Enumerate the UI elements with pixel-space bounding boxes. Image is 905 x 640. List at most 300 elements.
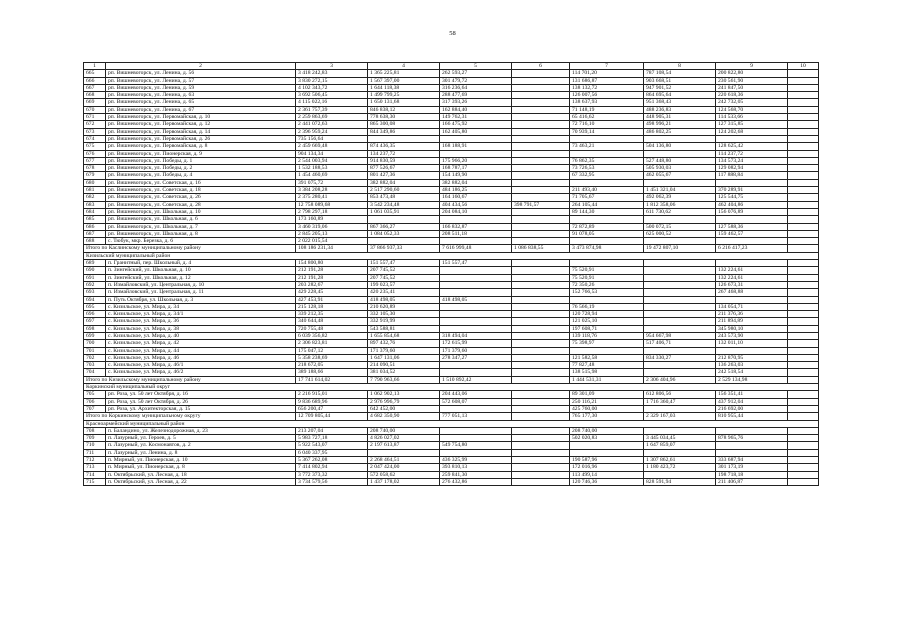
amount-cell: 1 716 360,47 [644,398,716,405]
amount-cell: 462 055,67 [644,172,716,179]
amount-cell: 436 325,99 [440,457,512,464]
amount-cell: 3 772 373,32 [296,471,368,478]
amount-cell: 288 477,69 [440,92,512,99]
amount-cell: 198 718,18 [716,471,788,478]
row-number: 670 [84,106,106,113]
amount-cell: 2 216 915,01 [296,391,368,398]
column-number: 4 [368,63,440,70]
amount-cell: 12 758 089,68 [296,201,368,208]
amount-cell [644,267,716,274]
amount-cell: 437 912,04 [716,398,788,405]
amount-cell [788,464,819,471]
amount-cell [644,311,716,318]
address-cell: с. Кизильское, ул. Мира, д. 34 [106,303,296,310]
amount-cell [512,187,570,194]
address-cell: с. Кизильское, ул. Мира, д. 34/1 [106,311,296,318]
amount-cell: 175 047,12 [296,347,368,354]
subtotal-value [512,376,570,383]
amount-cell: 208 740,00 [368,427,440,434]
amount-cell [570,347,644,354]
amount-cell: 162 405,80 [440,128,512,135]
amount-cell [440,318,512,325]
table-row [84,471,819,478]
amount-cell: 404 434,56 [440,201,512,208]
amount-cell [788,289,819,296]
address-cell: рп. Вишневогорск, ул. Ленина, д. 65 [106,99,296,106]
amount-cell [788,157,819,164]
row-number: 695 [84,303,106,310]
amount-cell: 3 445 034,45 [644,435,716,442]
row-number: 713 [84,464,106,471]
table-row [84,281,819,288]
address-cell: рп. Вишневогорск, ул. Первомайская, д. 8 [106,143,296,150]
amount-cell [440,281,512,288]
amount-cell: 151 557,47 [368,260,440,267]
row-number: 698 [84,325,106,332]
amount-cell [788,340,819,347]
table-row [84,303,819,310]
amount-cell: 5 922 543,07 [296,442,368,449]
amount-cell: 2 022 015,54 [296,238,368,245]
amount-cell: 1 647 131,06 [368,354,440,361]
amount-cell [644,347,716,354]
address-cell: п. Измайловский, ул. Центральная, д. 11 [106,289,296,296]
amount-cell [644,369,716,376]
amount-cell: 134 054,71 [716,303,788,310]
amount-cell [788,281,819,288]
table-row [84,179,819,186]
amount-cell [512,442,570,449]
row-number: 692 [84,281,106,288]
amount-cell [512,274,570,281]
amount-cell: 208 740,00 [570,427,644,434]
amount-cell: 278 347,27 [440,354,512,361]
row-number: 682 [84,194,106,201]
row-number: 667 [84,84,106,91]
amount-cell: 218 672,05 [296,362,368,369]
amount-cell: 72 350,26 [570,281,644,288]
amount-cell: 778 638,30 [368,114,440,121]
amount-cell: 168 787,17 [440,165,512,172]
amount-cell [788,179,819,186]
amount-cell [512,398,570,405]
amount-cell: 138 132,72 [570,84,644,91]
row-number: 690 [84,267,106,274]
amount-cell [512,114,570,121]
amount-cell: 120 728,94 [570,311,644,318]
amount-cell: 656 200,47 [296,405,368,412]
amount-cell [570,150,644,157]
table-row [84,238,819,245]
amount-cell: 2 441 072,63 [296,121,368,128]
amount-cell: 3 830 272,15 [296,77,368,84]
amount-cell: 250 116,21 [570,398,644,405]
row-number: 680 [84,179,106,186]
amount-cell [512,296,570,303]
amount-cell: 72 716,10 [570,121,644,128]
table-row [84,274,819,281]
amount-cell: 5 983 727,18 [296,435,368,442]
table-row [84,77,819,84]
row-number: 705 [84,391,106,398]
address-cell: рп. Роза, ул. 50 лет Октября, д. 16 [106,391,296,398]
table-row [84,84,819,91]
address-cell: п. Путь Октября, ул. Школьная, д. 3 [106,296,296,303]
amount-cell: 154 149,90 [440,172,512,179]
amount-cell: 152 766,53 [570,289,644,296]
amount-cell: 903 668,51 [644,77,716,84]
amount-cell: 166 832,87 [440,223,512,230]
amount-cell: 427 453,91 [296,296,368,303]
address-cell: рп. Вишневогорск, ул. Первомайская, д. 12 [106,121,296,128]
amount-cell: 3 460 319,06 [296,223,368,230]
subtotal-label: Итого по Коркинскому муниципальному округу [84,413,296,420]
row-number: 669 [84,99,106,106]
table-row [84,208,819,215]
data-table [83,62,819,486]
amount-cell [644,303,716,310]
address-cell: рп. Роза, ул. 50 лет Октября, д. 26 [106,398,296,405]
amount-cell: 543 588,81 [368,325,440,332]
amount-cell: 527 448,80 [644,157,716,164]
amount-cell: 211 376,36 [716,311,788,318]
amount-cell: 262 593,27 [440,70,512,77]
row-number: 711 [84,449,106,456]
amount-cell [644,260,716,267]
table-row [84,70,819,77]
amount-cell: 897 432,76 [368,340,440,347]
subtotal-value: 2 529 134,98 [716,376,788,383]
table-row [84,442,819,449]
row-number: 703 [84,362,106,369]
amount-cell [788,442,819,449]
amount-cell: 264 105,44 [570,201,644,208]
amount-cell: 4 115 022,16 [296,99,368,106]
table-row [84,325,819,332]
table-row [84,289,819,296]
row-number: 715 [84,478,106,485]
address-cell: с. Кизильское, ул. Мира, д. 46 [106,354,296,361]
amount-cell: 393 810,13 [440,464,512,471]
amount-cell [368,135,440,142]
table-row [84,150,819,157]
amount-cell: 486 802,25 [644,128,716,135]
amount-cell: 333 687,94 [716,457,788,464]
amount-cell [788,165,819,172]
row-number: 700 [84,340,106,347]
amount-cell: 171 379,60 [368,347,440,354]
amount-cell: 865 300,08 [368,121,440,128]
amount-cell: 947 901,52 [644,84,716,91]
amount-cell [788,478,819,485]
amount-cell: 370 289,91 [716,187,788,194]
address-cell: рп. Вишневогорск, ул. Советская, д. 28 [106,201,296,208]
address-cell: п. Измайловский, ул. Центральная, д. 10 [106,281,296,288]
amount-cell [788,99,819,106]
amount-cell [788,172,819,179]
amount-cell: 2 396 959,24 [296,128,368,135]
amount-cell [512,208,570,215]
amount-cell: 162 884,40 [440,106,512,113]
table-row [84,99,819,106]
amount-cell: 216 692,00 [716,405,788,412]
amount-cell: 67 332,95 [570,172,644,179]
amount-cell: 317 393,26 [440,99,512,106]
amount-cell [570,179,644,186]
amount-cell [440,369,512,376]
amount-cell: 1 454 460,69 [296,172,368,179]
amount-cell [570,238,644,245]
table-row [84,457,819,464]
subtotal-value: 6 216 417,23 [716,245,788,252]
amount-cell [788,354,819,361]
amount-cell [512,464,570,471]
subtotal-value [788,413,819,420]
amount-cell: 864 695,64 [644,92,716,99]
amount-cell [644,362,716,369]
amount-cell: 220 618,36 [716,92,788,99]
amount-cell: 173 160,89 [296,216,368,223]
address-cell: с. Кизильское, ул. Мира, д. 46/2 [106,369,296,376]
amount-cell: 418 498,05 [368,296,440,303]
amount-cell [512,449,570,456]
amount-cell: 505 930,03 [644,165,716,172]
amount-cell: 134 237,72 [368,150,440,157]
amount-cell: 203 282,67 [296,281,368,288]
address-cell: рп. Вишневогорск, ул. Первомайская, д. 26 [106,135,296,142]
amount-cell [512,478,570,485]
amount-cell: 642 452,00 [368,405,440,412]
amount-cell: 124 202,68 [716,128,788,135]
amount-cell: 517 406,71 [644,340,716,347]
subtotal-value [512,413,570,420]
table-row [84,260,819,267]
amount-cell [644,179,716,186]
amount-cell: 3 418 242,83 [296,70,368,77]
row-number: 710 [84,442,106,449]
table-row [84,230,819,237]
amount-cell [788,208,819,215]
amount-cell: 429 228,45 [296,289,368,296]
page-number: 58 [449,30,456,37]
amount-cell: 207 745,52 [368,267,440,274]
table-row [84,332,819,339]
section-heading-row [84,252,819,259]
amount-cell [512,435,570,442]
amount-cell [644,405,716,412]
address-cell: рп. Вишневогорск, ул. Победы, д. 4 [106,172,296,179]
amount-cell: 164 160,67 [440,194,512,201]
amount-cell: 844 349,86 [368,128,440,135]
amount-cell: 420 235,41 [368,289,440,296]
address-cell: с. Кизильское, ул. Мира, д. 38 [106,325,296,332]
amount-cell [512,121,570,128]
address-cell: п. Лазурный, ул. Ленина, д. 8 [106,449,296,456]
amount-cell [788,121,819,128]
amount-cell: 71 148,19 [570,106,644,113]
amount-cell: 2 976 996,79 [368,398,440,405]
amount-cell [788,77,819,84]
subtotal-value [788,376,819,383]
amount-cell [440,267,512,274]
amount-cell: 7 414 802,94 [296,464,368,471]
row-number: 673 [84,128,106,135]
amount-cell: 166 475,92 [440,121,512,128]
amount-cell: 208 511,18 [440,230,512,237]
amount-cell: 1 499 799,25 [368,92,440,99]
row-number: 707 [84,405,106,412]
address-cell: рп. Вишневогорск, ул. Победы, д. 2 [106,165,296,172]
subtotal-value: 108 186 231,34 [296,245,368,252]
amount-cell: 121 582,58 [570,354,644,361]
amount-cell [716,347,788,354]
subtotal-value: 17 741 614,02 [296,376,368,383]
table-row [84,128,819,135]
amount-cell [788,84,819,91]
amount-cell: 190 587,96 [570,457,644,464]
amount-cell [512,303,570,310]
column-number: 2 [106,63,296,70]
amount-cell: 316 236,64 [440,84,512,91]
amount-cell [788,362,819,369]
amount-cell [440,362,512,369]
amount-cell [788,274,819,281]
amount-cell: 853 473,48 [368,194,440,201]
amount-cell: 71 705,67 [570,194,644,201]
amount-cell: 242 518,54 [716,369,788,376]
amount-cell [570,135,644,142]
amount-cell: 2 259 863,69 [296,114,368,121]
amount-cell: 345 980,10 [716,325,788,332]
amount-cell: 132 224,61 [716,274,788,281]
row-number: 702 [84,354,106,361]
row-number: 701 [84,347,106,354]
section-heading: Красноармейский муниципальный район [84,420,819,427]
address-cell: рп. Вишневогорск, ул. Школьная, д. 6 [106,216,296,223]
subtotal-value: 4 682 350,90 [368,413,440,420]
table-row [84,464,819,471]
subtotal-label: Итого по Кизильскому муниципальному району [84,376,296,383]
amount-cell: 156 351,41 [716,391,788,398]
amount-cell [512,362,570,369]
amount-cell: 867 366,27 [368,223,440,230]
amount-cell [788,230,819,237]
amount-cell: 76 862,35 [570,157,644,164]
row-number: 709 [84,435,106,442]
address-cell: рп. Вишневогорск, ул. Первомайская, д. 14 [106,128,296,135]
row-number: 714 [84,471,106,478]
subtotal-value: 777 051,13 [440,413,512,420]
amount-cell [788,457,819,464]
amount-cell: 210 620,89 [368,303,440,310]
address-cell: рп. Вишневогорск, ул. Школьная, д. 10 [106,208,296,215]
row-number: 691 [84,274,106,281]
subtotal-row [84,413,819,420]
amount-cell: 914 830,59 [368,157,440,164]
table-row [84,92,819,99]
amount-cell: 70 939,14 [570,128,644,135]
amount-cell: 2 845 205,13 [296,230,368,237]
table-row [84,267,819,274]
amount-cell: 212 870,95 [716,354,788,361]
subtotal-value: 37 866 937,33 [368,245,440,252]
address-cell: п. Зингейский, ул. Школьная, д. 10 [106,267,296,274]
amount-cell: 204 084,10 [440,208,512,215]
amount-cell: 89 301,09 [570,391,644,398]
table-row [84,296,819,303]
amount-cell [512,260,570,267]
amount-cell: 484 186,25 [440,187,512,194]
amount-cell [368,216,440,223]
amount-cell [788,135,819,142]
address-cell: п. Мирный, ул. Пионерская, д. 8 [106,464,296,471]
amount-cell: 276 432,86 [440,478,512,485]
subtotal-value: 810 955,44 [716,413,788,420]
amount-cell [512,230,570,237]
amount-cell [716,135,788,142]
amount-cell [644,216,716,223]
amount-cell: 213 207,04 [296,427,368,434]
subtotal-value: 2 306 404,96 [644,376,716,383]
amount-cell: 2 361 757,39 [296,106,368,113]
amount-cell [788,318,819,325]
amount-cell: 75 398,97 [570,340,644,347]
address-cell: п. Октябрьский, ул. Лесная, д. 18 [106,471,296,478]
row-number: 668 [84,92,106,99]
amount-cell: 549 754,80 [440,442,512,449]
amount-cell: 332 105,30 [368,311,440,318]
amount-cell [644,325,716,332]
table-row [84,201,819,208]
amount-cell [788,325,819,332]
row-number: 665 [84,70,106,77]
address-cell: п. Октябрьский, ул. Лесная, д. 22 [106,478,296,485]
amount-cell: 159 462,57 [716,230,788,237]
row-number: 693 [84,289,106,296]
amount-cell [644,471,716,478]
amount-cell [512,311,570,318]
amount-cell: 389 188,66 [296,369,368,376]
amount-cell [788,128,819,135]
address-cell: с. Кизильское, ул. Мира, д. 46/1 [106,362,296,369]
amount-cell [512,427,570,434]
amount-cell: 73 726,53 [570,165,644,172]
amount-cell: 241 847,50 [716,84,788,91]
amount-cell [788,449,819,456]
amount-cell [440,311,512,318]
row-number: 677 [84,157,106,164]
subtotal-value: 1 444 531,31 [570,376,644,383]
amount-cell [716,179,788,186]
column-number: 1 [84,63,106,70]
amount-cell: 151 557,47 [440,260,512,267]
address-cell: п. Гранитный, пер. Школьный, д. 4 [106,260,296,267]
amount-cell: 242 732,05 [716,99,788,106]
address-cell: рп. Вишневогорск, ул. Ленина, д. 63 [106,92,296,99]
row-number: 697 [84,318,106,325]
amount-cell [512,179,570,186]
amount-cell [788,150,819,157]
amount-cell: 211 406,87 [716,478,788,485]
amount-cell [644,296,716,303]
row-number: 696 [84,311,106,318]
amount-cell [512,143,570,150]
table-row [84,369,819,376]
address-cell: рп. Вишневогорск, ул. Ленина, д. 59 [106,84,296,91]
amount-cell: 846 838,12 [368,106,440,113]
amount-cell: 878 965,76 [716,435,788,442]
amount-cell: 65 416,62 [570,114,644,121]
